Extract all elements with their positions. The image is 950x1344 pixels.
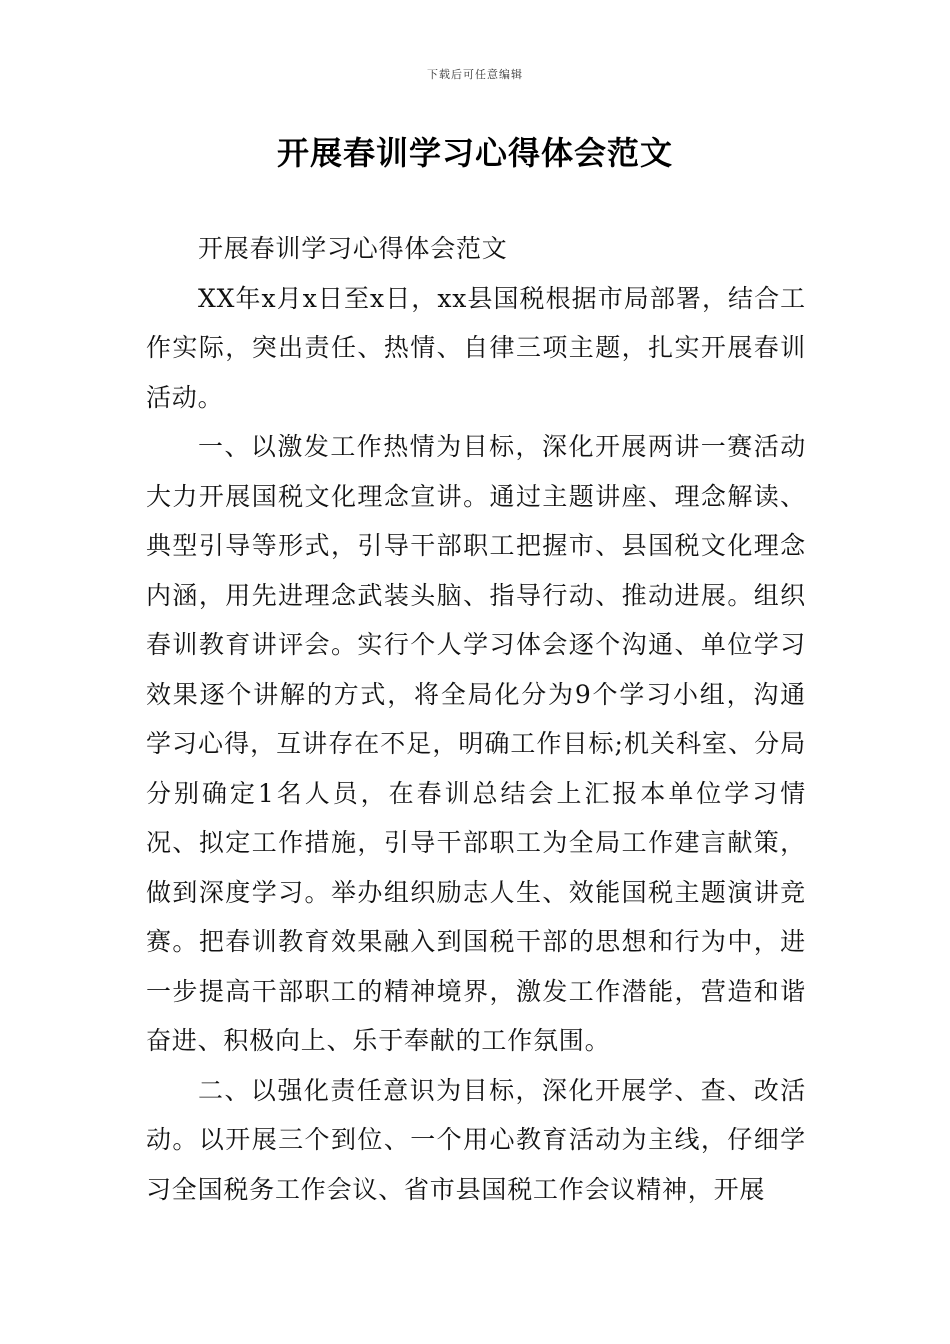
document-title: 开展春训学习心得体会范文 bbox=[276, 134, 673, 172]
header-note: 下载后可任意编辑 bbox=[427, 68, 523, 81]
paragraph-subtitle: 开展春训学习心得体会范文 bbox=[198, 234, 508, 263]
document-body bbox=[146, 224, 806, 1214]
paragraph-section-two: 二、以强化责任意识为目标，深化开展学、查、改活动。以开展三个到位、一个用心教育活动为主线，仔细学习全国税务工作会议、省市县国税工作会议精神，开展 bbox=[146, 1075, 806, 1204]
paragraph-section-one: 一、以激发工作热情为目标，深化开展两讲一赛活动大力开展国税文化理念宣讲。通过主题讲座、理念解读、典型引导等形式，引导干部职工把握市、县国税文化理念内涵，用先进理念武装头脑、指导行动、推动进展。组织春训教育讲评会。实行个人学习体会逐个沟通、单位学习效果逐个讲解的方式，将全局化分为9个学习小组，沟通学习心得，互讲存在不足，明确工作目标;机关科室、分局分别确定1名人员，在春训总结会上汇报本单位学习情况、拟定工作措施，引导干部职工为全局工作建言献策，做到深度学习。举办组织励志人生、效能国税主题演讲竞赛。把春训教育效果融入到国税干部的思想和行为中，进一步提高干部职工的精神境界，激发工作潜能，营造和谐奋进、积极向上、乐于奉献的工作氛围。 bbox=[146, 432, 806, 1055]
paragraph-intro: XX年x月x日至x日，xx县国税根据市局部署，结合工作实际，突出责任、热情、自律三项主题，扎实开展春训活动。 bbox=[146, 283, 806, 412]
